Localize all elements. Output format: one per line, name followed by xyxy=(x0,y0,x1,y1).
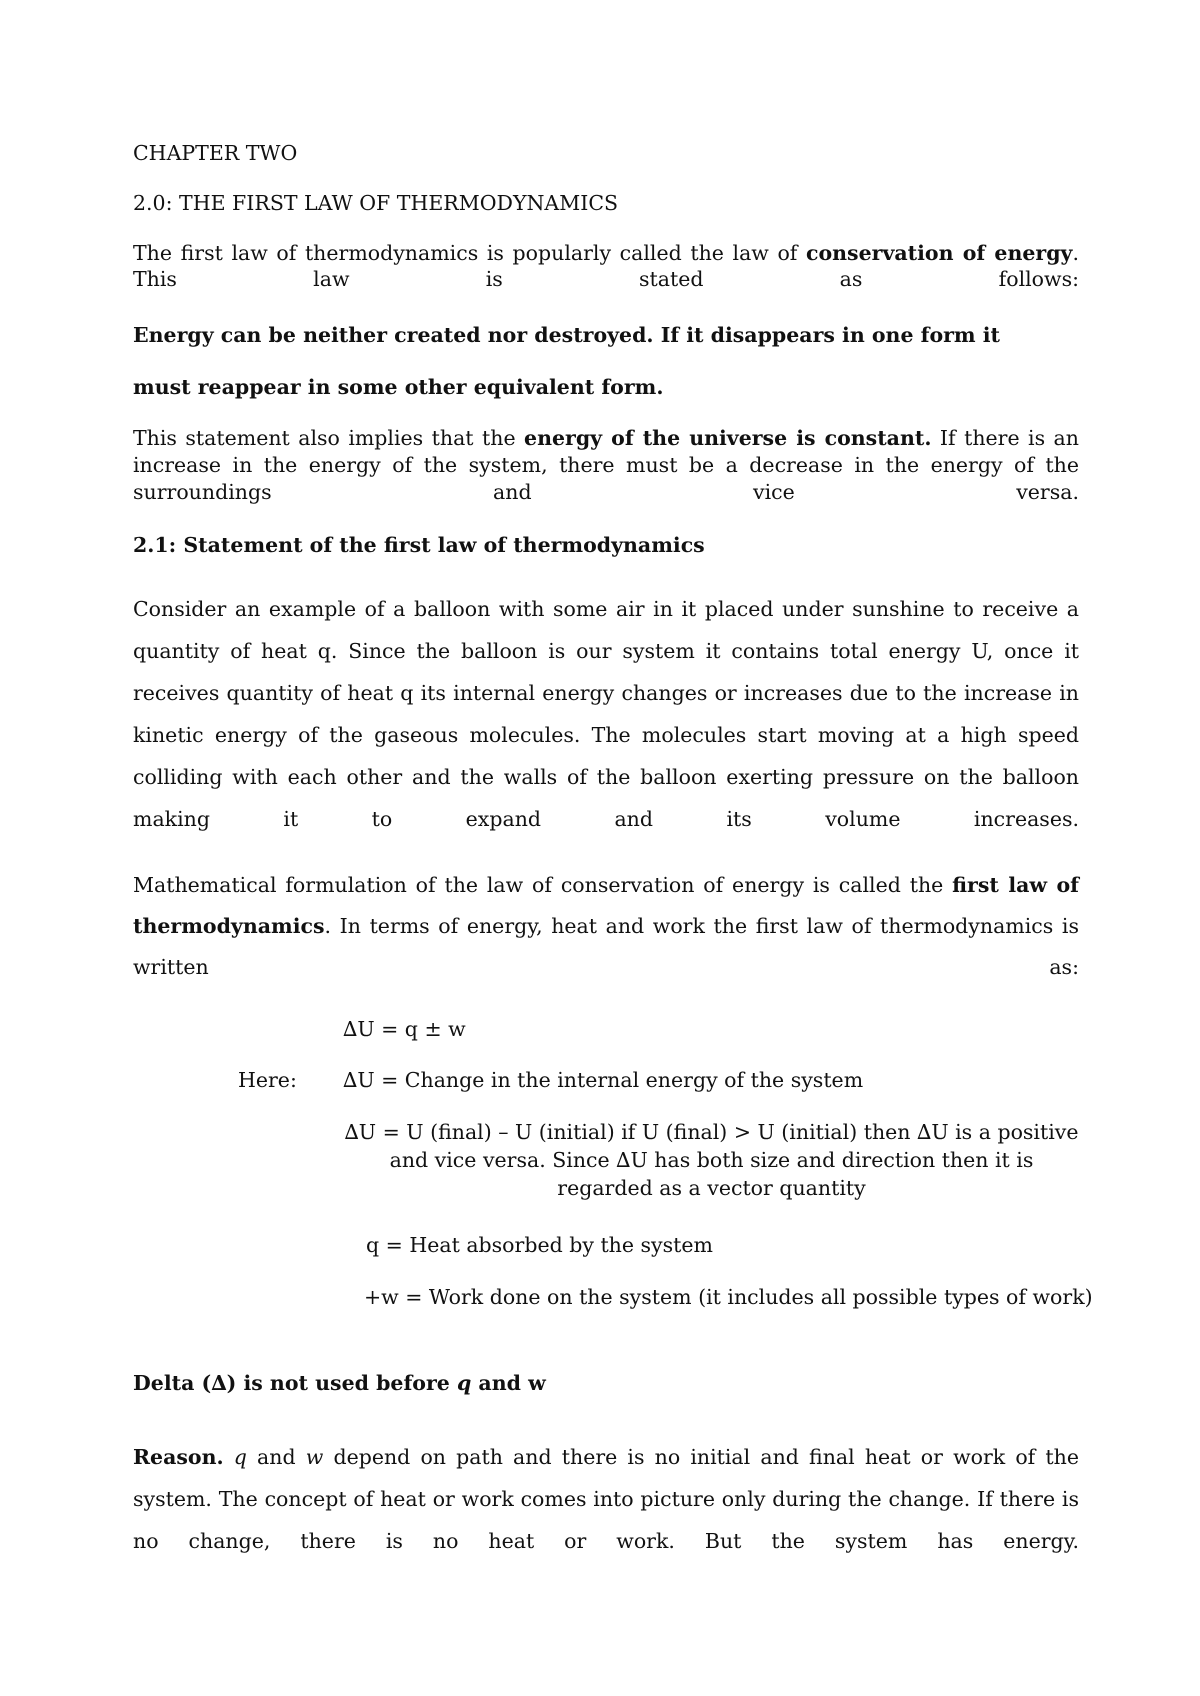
reason-w: w xyxy=(305,1445,324,1469)
w-definition: +w = Work done on the system (it includes all possible types of work) xyxy=(364,1285,1093,1309)
law-statement-line-2: must reappear in some other equivalent form. xyxy=(133,375,664,399)
section-heading: 2.0: THE FIRST LAW OF THERMODYNAMICS xyxy=(133,191,619,215)
delta-heading-text-end: and w xyxy=(471,1371,546,1395)
reason-and: and xyxy=(246,1445,306,1469)
implication-bold-term: energy of the universe is constant. xyxy=(524,426,932,450)
formulation-paragraph xyxy=(133,865,1079,1029)
balloon-paragraph: Consider an example of a balloon with some air in it placed under sunshine to receive a quantity of heat q. Since the balloon is our system it contains total energy U, once it receives quantity of heat q its internal energy changes or increases due to the increase in kinetic energy of the gaseous molecules. The molecules start moving at a high speed colliding with each other and the walls of the balloon exerting pressure on the balloon making it to expand and its volume increases. xyxy=(133,597,1079,831)
q-definition: q = Heat absorbed by the system xyxy=(366,1233,713,1257)
delta-u-definition: ∆U = Change in the internal energy of the system xyxy=(343,1068,864,1092)
delta-heading xyxy=(133,1369,546,1397)
delta-heading-text: Delta (∆) is not used before xyxy=(133,1371,457,1395)
subsection-heading: 2.1: Statement of the first law of thermodynamics xyxy=(133,533,705,557)
formulation-text: Mathematical formulation of the law of conservation of energy is called the xyxy=(133,873,953,897)
delta-u-explanation: ∆U = U (final) – U (initial) if U (final) > U (initial) then ∆U is a positive and vice versa. Since ∆U has both size and direction then it is regarded as a vector quantity xyxy=(344,1120,1079,1200)
reason-q: q xyxy=(233,1445,247,1469)
delta-heading-q: q xyxy=(456,1371,472,1395)
intro-text-end: . This law is stated as follows: xyxy=(133,241,1079,291)
first-law-equation: ∆U = q ± w xyxy=(343,1017,466,1041)
intro-bold-term: conservation of energy xyxy=(806,241,1073,265)
law-statement-line-1: Energy can be neither created nor destroyed. If it disappears in one form it xyxy=(133,323,1001,347)
here-label: Here: xyxy=(238,1068,297,1092)
formulation-bold-term: first law of thermodynamics xyxy=(133,873,1079,938)
reason-paragraph xyxy=(133,1436,1079,1604)
reason-text: depend on path and there is no initial and final heat or work of the system. The concept of heat or work comes into picture only during the change. If there is no change, there is no heat or work. But the system has energy. xyxy=(133,1445,1079,1553)
implication-text-end: If there is an increase in the energy of the system, there must be a decrease in the energy of the surroundings and vice versa. xyxy=(133,426,1079,504)
intro-text: The first law of thermodynamics is popularly called the law of xyxy=(133,241,806,265)
implication-paragraph xyxy=(133,425,1079,533)
implication-text: This statement also implies that the xyxy=(133,426,525,450)
reason-label: Reason. xyxy=(133,1445,224,1469)
intro-paragraph xyxy=(133,240,1079,318)
formulation-text-end: . In terms of energy, heat and work the first law of thermodynamics is written as: xyxy=(133,914,1079,979)
chapter-title: CHAPTER TWO xyxy=(133,141,298,165)
